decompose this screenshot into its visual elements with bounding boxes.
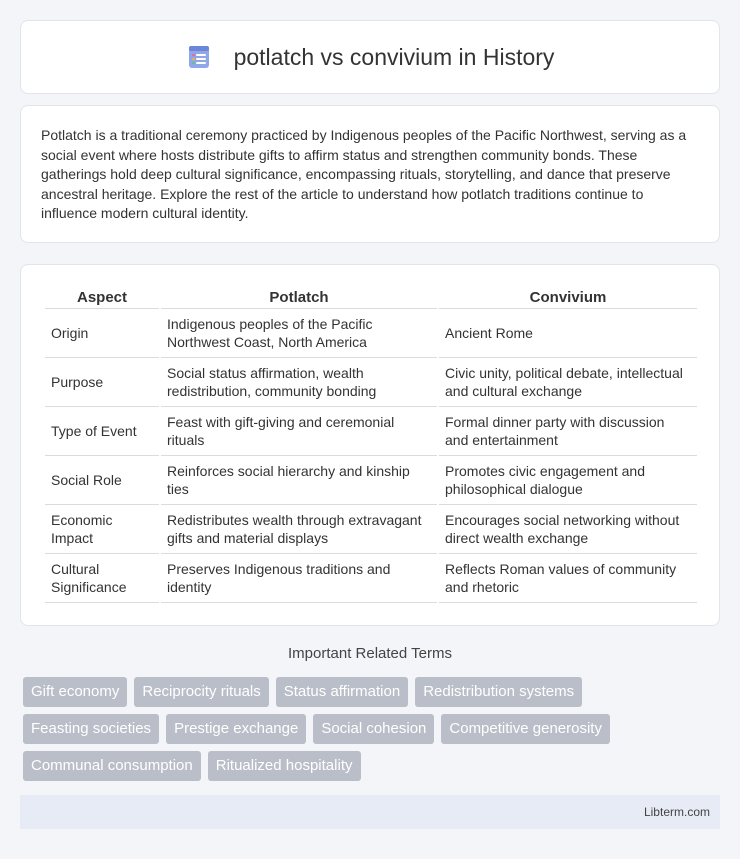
related-term-tag[interactable]: Feasting societies	[23, 714, 159, 744]
table-row	[45, 358, 697, 407]
cell-aspect: Type of Event	[45, 407, 159, 456]
cell-potlatch: Feast with gift-giving and ceremonial rituals	[161, 407, 437, 456]
cell-aspect: Economic Impact	[45, 505, 159, 554]
cell-aspect: Origin	[45, 309, 159, 358]
document-list-icon	[186, 44, 212, 70]
related-term-tag[interactable]: Status affirmation	[276, 677, 408, 707]
cell-convivium: Encourages social networking without direct wealth exchange	[439, 505, 697, 554]
comparison-card	[20, 264, 720, 626]
header-card	[20, 20, 720, 94]
related-term-tag[interactable]: Ritualized hospitality	[208, 751, 361, 781]
cell-aspect: Cultural Significance	[45, 554, 159, 603]
cell-convivium: Ancient Rome	[439, 309, 697, 358]
related-terms-list	[23, 677, 723, 781]
comparison-table	[43, 285, 699, 603]
intro-text: Potlatch is a traditional ceremony practiced by Indigenous peoples of the Pacific Northwest, serving as a social event where hosts distribute gifts to affirm status and strengthen community bonds. These gatherings hold deep cultural significance, encompassing rituals, storytelling, and dance that preserve ancestral heritage. Explore the rest of the article to understand how potlatch traditions continue to influence modern cultural identity.	[41, 127, 687, 222]
table-header-row	[45, 285, 697, 309]
header-convivium: Convivium	[439, 285, 697, 309]
table-row	[45, 554, 697, 603]
cell-aspect: Social Role	[45, 456, 159, 505]
table-row	[45, 456, 697, 505]
footer	[20, 795, 720, 829]
cell-potlatch: Indigenous peoples of the Pacific Northwest Coast, North America	[161, 309, 437, 358]
table-row	[45, 407, 697, 456]
cell-convivium: Promotes civic engagement and philosophical dialogue	[439, 456, 697, 505]
related-term-tag[interactable]: Reciprocity rituals	[134, 677, 268, 707]
table-row	[45, 505, 697, 554]
related-term-tag[interactable]: Prestige exchange	[166, 714, 306, 744]
cell-convivium: Civic unity, political debate, intellectual and cultural exchange	[439, 358, 697, 407]
related-term-tag[interactable]: Communal consumption	[23, 751, 201, 781]
footer-brand-link[interactable]: Libterm.com	[643, 805, 710, 819]
cell-convivium: Reflects Roman values of community and rhetoric	[439, 554, 697, 603]
cell-potlatch: Reinforces social hierarchy and kinship ties	[161, 456, 437, 505]
related-term-tag[interactable]: Social cohesion	[313, 714, 434, 744]
cell-convivium: Formal dinner party with discussion and entertainment	[439, 407, 697, 456]
related-term-tag[interactable]: Redistribution systems	[415, 677, 582, 707]
related-terms-title: Important Related Terms	[288, 645, 452, 662]
cell-potlatch: Preserves Indigenous traditions and identity	[161, 554, 437, 603]
header-potlatch: Potlatch	[161, 285, 437, 309]
related-term-tag[interactable]: Competitive generosity	[441, 714, 610, 744]
cell-aspect: Purpose	[45, 358, 159, 407]
table-row	[45, 309, 697, 358]
header-aspect: Aspect	[45, 285, 159, 309]
cell-potlatch: Social status affirmation, wealth redistribution, community bonding	[161, 358, 437, 407]
cell-potlatch: Redistributes wealth through extravagant gifts and material displays	[161, 505, 437, 554]
page-title: potlatch vs convivium in History	[233, 43, 555, 70]
related-term-tag[interactable]: Gift economy	[23, 677, 127, 707]
intro-card	[20, 105, 720, 243]
